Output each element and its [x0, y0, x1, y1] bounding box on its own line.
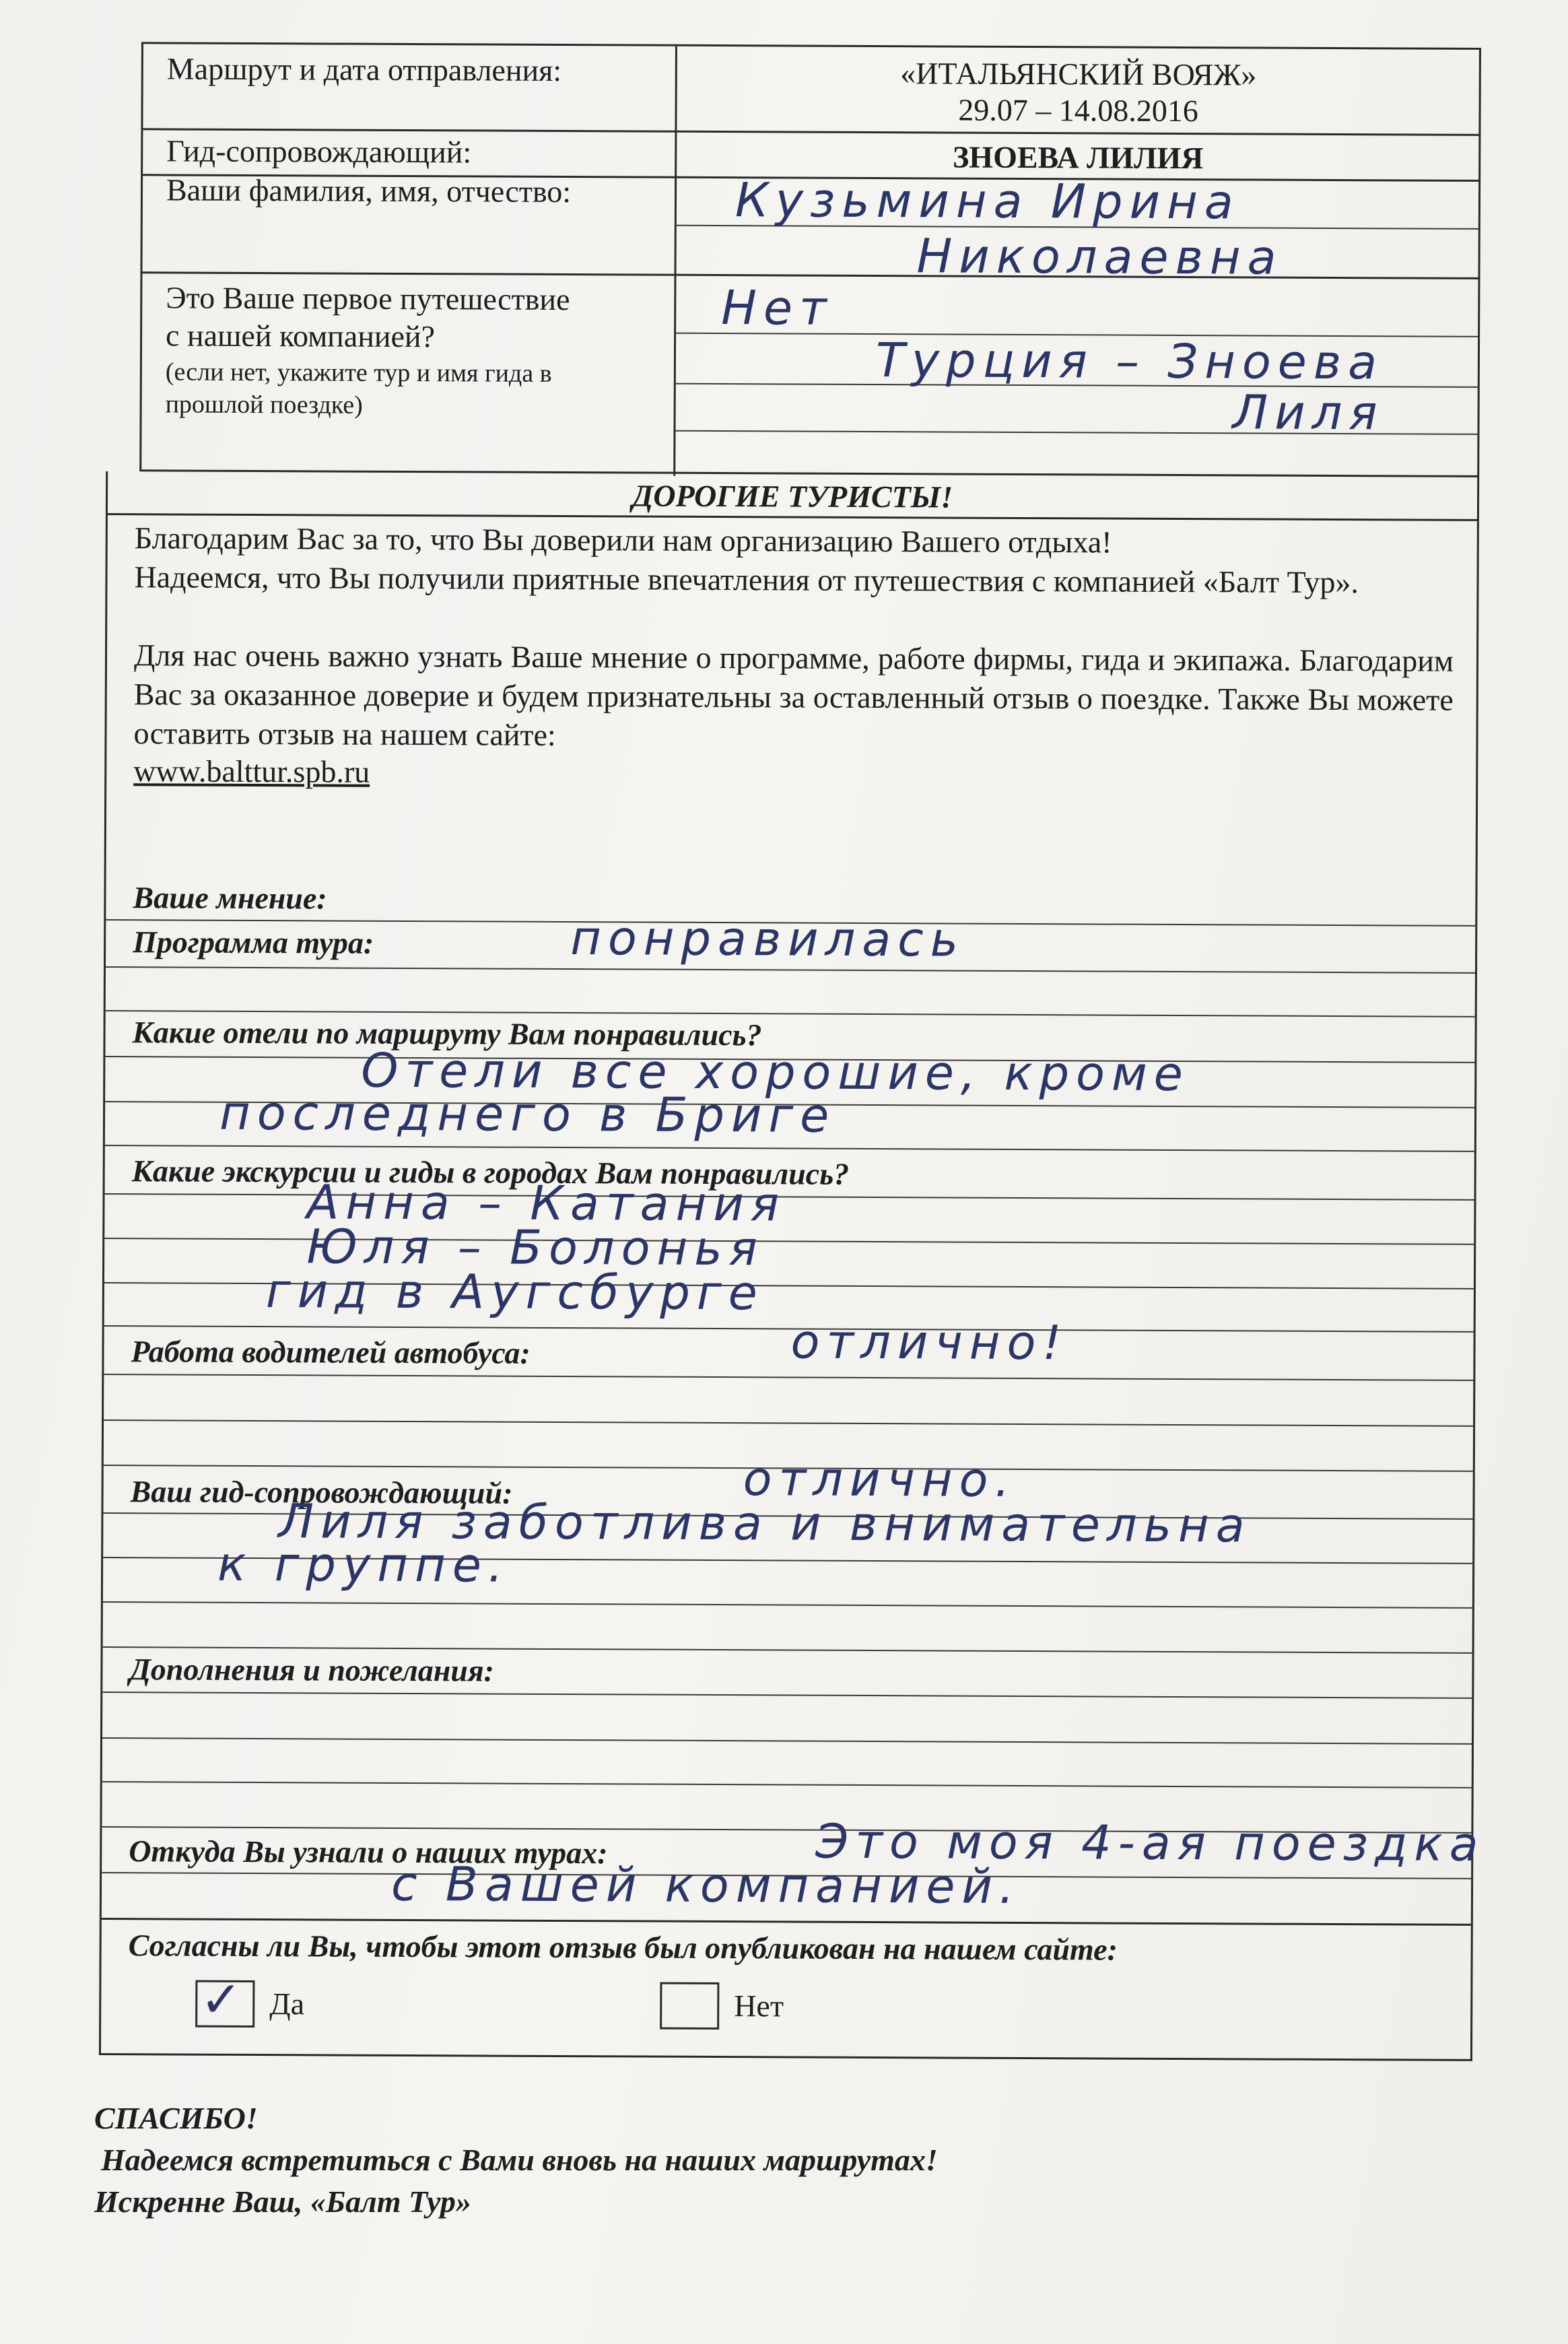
prev-guide-answer: Лиля	[1232, 384, 1384, 441]
publish-no-label: Нет	[734, 1988, 784, 2023]
answer-line	[104, 1325, 1474, 1333]
first-trip-hint1: (если нет, укажите тур и имя гида в	[165, 358, 552, 388]
prev-trip-answer: Турция – Зноева	[875, 333, 1384, 391]
intro-heading: ДОРОГИЕ ТУРИСТЫ!	[632, 478, 953, 514]
hotels-answer-1: Отели все хорошие, кроме	[361, 1042, 1190, 1102]
publish-yes-checkbox[interactable]	[195, 1970, 254, 2029]
drivers-answer: отлично!	[790, 1314, 1068, 1371]
intro-paragraph-2: Надеемся, что Вы получили приятные впечатления от путешествия с компанией «Балт Тур».	[134, 560, 1359, 600]
tour-dates: 29.07 – 14.08.2016	[958, 92, 1198, 129]
answer-line	[102, 1737, 1472, 1745]
intro-paragraph-3: Для нас очень важно узнать Ваше мнение о программе, работе фирмы, гида и экипажа. Благодарим Вас за оказанное доверие и будем признательны за оставленный отзыв о поездке. Также Вы можете оставить отзыв на нашем сайте:	[133, 638, 1454, 752]
program-answer: понравилась	[570, 910, 965, 968]
excursions-answer-2: Юля – Болонья	[306, 1219, 764, 1277]
footer-signature: Искренне Ваш, «Балт Тур»	[94, 2184, 471, 2219]
publish-no-checkbox[interactable]	[660, 1982, 719, 2030]
hotels-answer-2: последнего в Бриге	[219, 1085, 836, 1143]
section-rule	[102, 1918, 1471, 1926]
drivers-label: Работа водителей автобуса:	[131, 1334, 531, 1370]
answer-line	[104, 1419, 1473, 1427]
header-table	[139, 42, 1481, 477]
footer-hope: Надеемся встретиться с Вами вновь на наших маршрутах!	[101, 2143, 938, 2177]
excursions-answer-3: гид в Аугсбурге	[265, 1263, 764, 1321]
answer-line	[106, 966, 1475, 974]
answer-line	[103, 1601, 1472, 1609]
checkmark-icon: ✓	[200, 1970, 242, 2029]
additions-label: Дополнения и пожелания:	[129, 1652, 495, 1688]
guide-opinion-label: Ваш гид-сопровождающий:	[130, 1474, 513, 1510]
guide-answer-2: Лиля заботлива и внимательна	[278, 1494, 1252, 1553]
guide-name: ЗНОЕВА ЛИЛИЯ	[952, 139, 1204, 176]
tour-name: «ИТАЛЬЯНСКИЙ ВОЯЖ»	[900, 56, 1257, 92]
answer-line	[104, 1374, 1473, 1381]
program-label: Программа тура:	[133, 925, 374, 960]
answer-line	[102, 1692, 1472, 1699]
footer-thanks: СПАСИБО!	[94, 2101, 258, 2135]
hotels-label: Какие отели по маршруту Вам понравились?	[132, 1015, 762, 1052]
fio-handwritten-line2: Николаевна	[916, 228, 1283, 286]
publish-label: Согласны ли Вы, чтобы этот отзыв был опубликован на нашем сайте:	[128, 1928, 1118, 1967]
site-link[interactable]: www.balttur.spb.ru	[133, 754, 370, 789]
first-trip-label1: Это Ваше первое путешествие	[166, 280, 570, 317]
intro-paragraph-1: Благодарим Вас за то, что Вы доверили нам организацию Вашего отдыха!	[134, 521, 1112, 560]
answer-line	[105, 1145, 1474, 1152]
opinion-heading: Ваше мнение:	[133, 880, 327, 916]
guide-label: Гид-сопровождающий:	[166, 133, 472, 170]
route-label: Маршрут и дата отправления:	[166, 51, 562, 88]
publish-yes-label: Да	[269, 1986, 305, 2021]
answer-line	[102, 1781, 1472, 1788]
first-trip-hint2: прошлой поездке)	[165, 390, 363, 420]
first-trip-answer: Нет	[721, 280, 833, 336]
source-label: Откуда Вы узнали о наших турах:	[129, 1834, 608, 1871]
excursions-label: Какие экскурсии и гиды в городах Вам понравились?	[131, 1153, 850, 1191]
feedback-form	[92, 42, 1488, 2061]
source-answer-1: Это моя 4-ая поездка	[815, 1813, 1485, 1872]
fio-label: Ваши фамилия, имя, отчество:	[166, 172, 572, 209]
guide-answer-1: отлично.	[743, 1451, 1017, 1508]
first-trip-label2: с нашей компанией?	[165, 318, 436, 354]
guide-answer-3: к группе.	[217, 1536, 510, 1593]
source-answer-2: с Вашей компанией.	[390, 1856, 1021, 1914]
excursions-answer-1: Анна – Катания	[306, 1174, 786, 1232]
fio-handwritten-line1: Кузьмина Ирина	[735, 172, 1240, 230]
form-body	[99, 471, 1485, 2061]
